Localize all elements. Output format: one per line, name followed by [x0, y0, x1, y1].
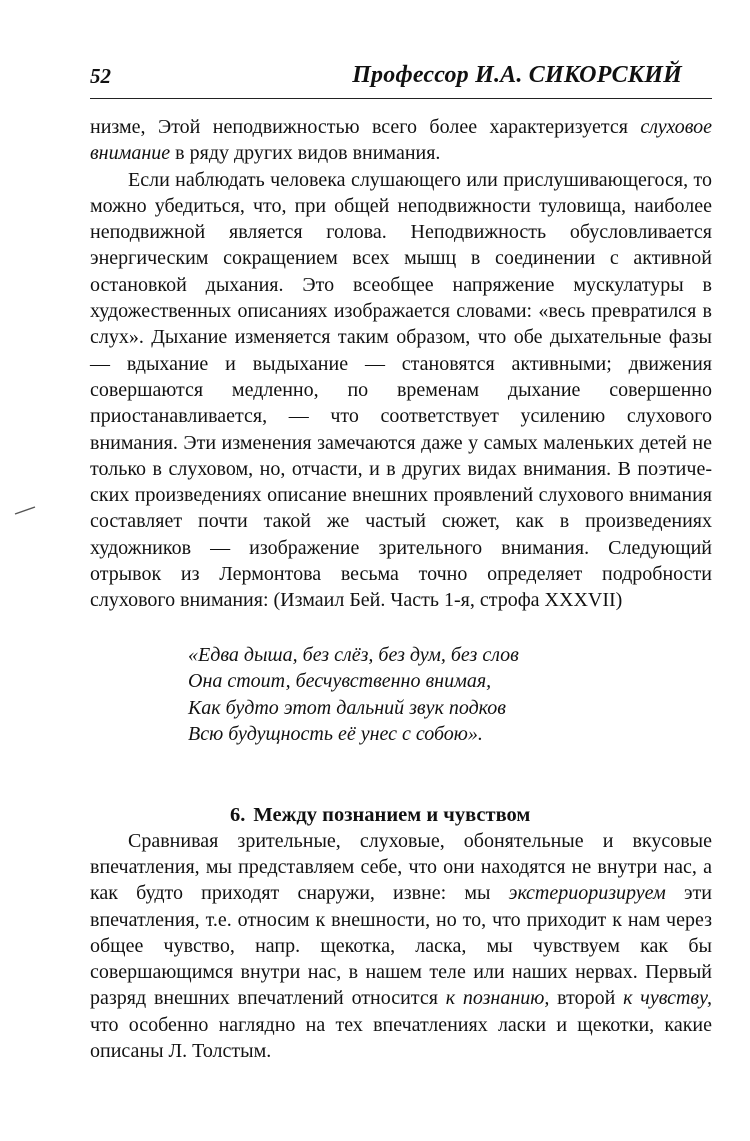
- paragraph-2: Если наблюдать человека слушающего или прислушивающегося, то можно убедиться, что, при общей неподвижности туловища, наиболее неподвижной является голова. Неподвижность обусловливается энергическим сокращением всех мышц в соединении с активной остановкой дыхания. Это всеобщее напряжение мускулатуры в художественных описаниях изображается словами: «весь превратился в слух». Дыхание изменяется таким образом, что обе дыхательные фазы — вдыхание и выдыхание — становятся активными; движения совершаются медленно, по временам дыхание совершенно приостанавливается, — что соответствует усилению слухового внимания. Эти изменения замечаются даже у самых маленьких детей не только в слуховом, но, отчасти, и в других видах внимания. В поэтических произведениях описание внешних проявлений слухового внимания составляет почти такой же частый сюжет, как в произведениях художников — изображение зрительного внимания. Следующий отрывок из Лермонтова весьма точно определяет подробности слухового внимания: (Измаил Бей. Часть 1-я, строфа XXXVII): [90, 168, 712, 612]
- paragraph-3-text-2: эти впечатления, т.е. относим к внешности, но то, что приходит к нам через общее чувство, напр. щекотка, ласка, мы чувствуем как бы совершающимся внутри нас, в нашем теле или наших нервах. Первый разряд внешних впечатлений относится: [90, 882, 712, 1010]
- poem-line: Она стоит, бесчувственно внимая,: [188, 670, 492, 693]
- poem-line: Всю будущность её унес с собою».: [188, 723, 483, 746]
- poem-line: «Едва дыша, без слёз, без дум, без слов: [188, 643, 519, 666]
- main-text: [90, 114, 712, 1064]
- poem-line: Как будто этот дальний звук подков: [188, 696, 506, 719]
- page-number: 52: [90, 64, 111, 88]
- paragraph-1-emphasis: слуховое внимание: [90, 116, 712, 165]
- paragraph-3: [90, 828, 712, 1065]
- paragraph-1-text: низме, Этой неподвижностью всего более характеризуется: [90, 116, 641, 138]
- paragraph-3-text-4: что особенно наглядно на тех впечатлениях ласки и щекотки, какие описаны Л. Толстым.: [90, 1013, 712, 1063]
- paragraph-3-emphasis-1: экстериоризируем: [508, 882, 666, 905]
- page-header: [90, 58, 712, 99]
- running-head: Профессор И.А. СИКОРСКИЙ: [352, 62, 682, 88]
- section-heading: [90, 802, 712, 828]
- paragraph-3-text-3: второй: [549, 987, 624, 1010]
- section-number: 6.: [230, 803, 246, 826]
- paragraph-3-emphasis-3: к чувству,: [623, 987, 712, 1010]
- paragraph-3-emphasis-2: к познанию,: [445, 987, 550, 1010]
- paragraph-1: [90, 114, 712, 167]
- section-title: Между познанием и чувством: [253, 803, 531, 826]
- paragraph-3-text: Сравнивая зрительные, слуховые, обонятельные и вкусовые впечатления, мы представляем себе, что они находятся не внутри нас, а как будто приходят снаружи, извне: мы: [90, 829, 712, 905]
- paragraph-1-text-end: в ряду других видов внимания.: [170, 142, 441, 165]
- margin-pencil-mark-icon: [14, 504, 36, 516]
- poem-quote: [188, 642, 712, 748]
